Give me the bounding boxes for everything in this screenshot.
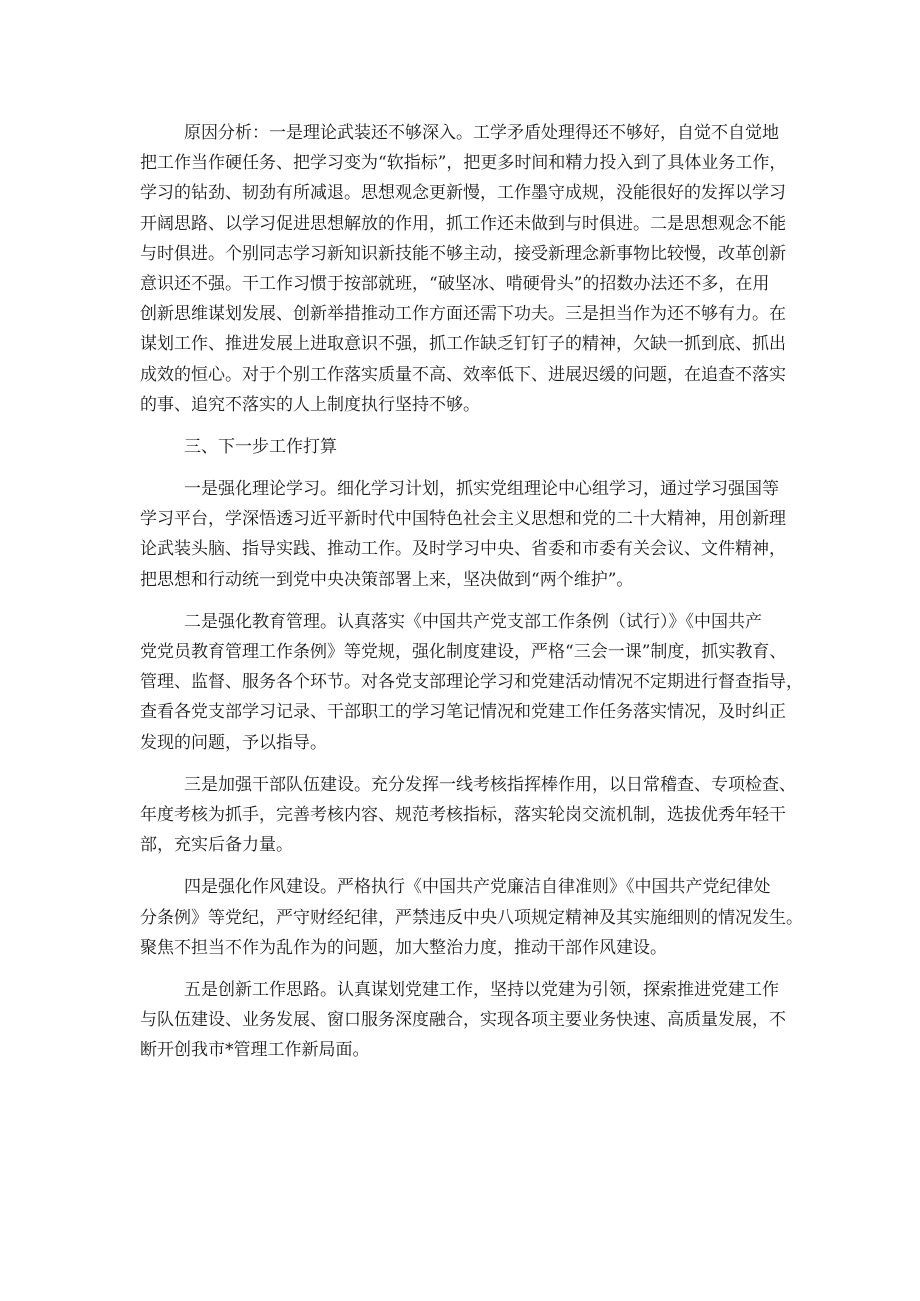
paragraph-line: 意识还不强。干工作习惯于按部就班，“破坚冰、啃硬骨头”的招数办法还不多，在用: [140, 273, 770, 294]
paragraph-line: 与时俱进。个别同志学习新知识新技能不够主动，接受新理念新事物比较慢，改革创新: [140, 243, 786, 264]
paragraph-line: 部，充实后备力量。: [140, 835, 293, 856]
paragraph-line: 一是强化理论学习。细化学习计划，抓实党组理论中心组学习，通过学习强国等: [184, 479, 779, 500]
document-page: [140, 118, 803, 1077]
plan-paragraph-work-style: [140, 872, 803, 963]
paragraph-line: 学习平台，学深悟透习近平新时代中国特色社会主义思想和党的二十大精神，用创新理: [140, 509, 786, 530]
paragraph-line: 党党员教育管理工作条例》等党规，强化制度建设，严格“三会一课”制度，抓实教育、: [140, 642, 787, 663]
paragraph-line: 把思想和行动统一到党中央决策部署上来，坚决做到“两个维护”。: [140, 569, 634, 590]
paragraph-line: 断开创我市*管理工作新局面。: [140, 1040, 370, 1061]
paragraph-line: 原因分析：一是理论武装还不够深入。工学矛盾处理得还不够好，自觉不自觉地: [184, 123, 779, 143]
paragraph-line: 谋划工作、推进发展上进取意识不强，抓工作缺乏钉钉子的精神，欠缺一抓到底、抓出: [140, 334, 786, 355]
paragraph-line: 二是强化教育管理。认真落实《中国共产党支部工作条例（试行）》《中国共产: [184, 611, 762, 632]
paragraph-line: 查看各党支部学习记录、干部职工的学习笔记情况和党建工作任务落实情况，及时纠正: [140, 702, 786, 723]
paragraph-line: 四是强化作风建设。严格执行《中国共产党廉洁自律准则》《中国共产党纪律处: [184, 877, 771, 898]
paragraph-line: 管理、监督、服务各个环节。对各党支部理论学习和党建活动情况不定期进行督查指导，: [140, 672, 803, 693]
paragraph-line: 发现的问题，予以指导。: [140, 732, 327, 753]
paragraph-line: 把工作当作硬任务、把学习变为“软指标”，把更多时间和精力投入到了具体业务工作，: [140, 153, 787, 174]
section-heading: 三、下一步工作打算: [184, 436, 337, 457]
paragraph-line: 与队伍建设、业务发展、窗口服务深度融合，实现各项主要业务快速、高质量发展，不: [140, 1010, 786, 1031]
paragraph-line: 开阔思路、以学习促进思想解放的作用，抓工作还未做到与时俱进。二是思想观念不能: [140, 213, 786, 234]
plan-paragraph-theory-study: [140, 474, 790, 595]
paragraph-line: 论武装头脑、指导实践、推动工作。及时学习中央、省委和市委有关会议、文件精神，: [140, 539, 786, 560]
paragraph-line: 聚焦不担当不作为乱作为的问题，加大整治力度，推动干部作风建设。: [140, 937, 667, 958]
paragraph-line: 三是加强干部队伍建设。充分发挥一线考核指挥棒作用，以日常稽查、专项检查、: [184, 774, 796, 795]
paragraph-line: 五是创新工作思路。认真谋划党建工作，坚持以党建为引领，探索推进党建工作: [184, 979, 779, 1000]
plan-paragraph-cadre-team: [140, 770, 796, 861]
plan-paragraph-education-management: [140, 607, 803, 758]
paragraph-line: 学习的钻劲、韧劲有所减退。思想观念更新慢，工作墨守成规，没能很好的发挥以学习: [140, 183, 786, 204]
plan-paragraph-innovation: [140, 975, 790, 1066]
paragraph-line: 分条例》等党纪，严守财经纪律，严禁违反中央八项规定精神及其实施细则的情况发生。: [140, 907, 803, 928]
paragraph-line: 的事、追究不落实的人上制度执行坚持不够。: [140, 394, 480, 415]
paragraph-line: 年度考核为抓手，完善考核内容、规范考核指标，落实轮岗交流机制，选拔优秀年轻干: [140, 804, 786, 825]
paragraph-line: 成效的恒心。对于个别工作落实质量不高、效率低下、进展迟缓的问题，在追查不落实: [140, 364, 786, 385]
cause-analysis-paragraph: [140, 118, 790, 420]
paragraph-line: 创新思维谋划发展、创新举措推动工作方面还需下功夫。三是担当作为还不够有力。在: [140, 304, 786, 325]
